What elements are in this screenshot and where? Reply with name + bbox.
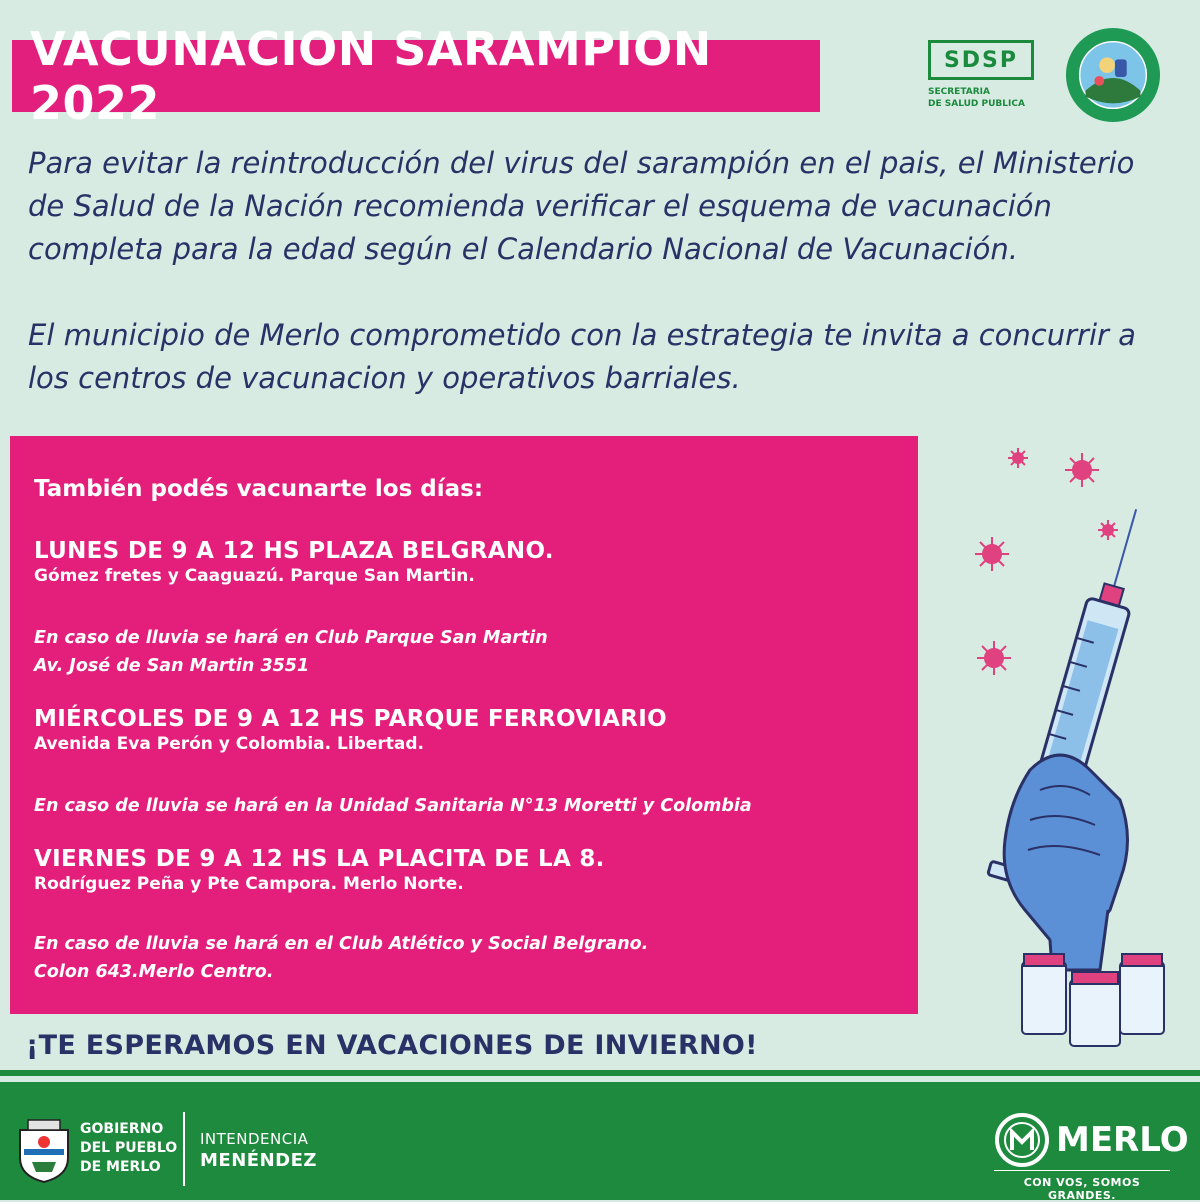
intendencia-label — [200, 1128, 317, 1172]
intro-paragraph-2: El municipio de Merlo comprometido con la estrategia te invita a concurrir a los centros de vacunacion y operativos barriales. — [28, 318, 1136, 395]
intendencia-line: INTENDENCIA — [200, 1130, 309, 1148]
rain-note-monday — [34, 624, 548, 680]
schedule-day-friday — [34, 846, 605, 894]
page-title: VACUNACION SARAMPION 2022 — [30, 22, 712, 130]
primary-care-seal-icon — [1064, 26, 1162, 124]
virus-icon — [1008, 448, 1028, 468]
sdsp-acronym: SDSP — [928, 40, 1034, 80]
gob-line: GOBIERNO — [80, 1121, 164, 1137]
day-address: Rodríguez Peña y Pte Campora. Merlo Norte. — [34, 874, 464, 894]
gob-line: DE MERLO — [80, 1159, 161, 1175]
vaccine-syringe-illustration — [930, 440, 1190, 1050]
intro-text — [28, 142, 1178, 443]
virus-icon — [1065, 453, 1099, 487]
rain-line: En caso de lluvia se hará en el Club Atlético y Social Belgrano. — [34, 934, 649, 954]
footer-separator — [183, 1112, 185, 1186]
day-address: Gómez fretes y Caaguazú. Parque San Martin. — [34, 566, 475, 586]
rain-line: En caso de lluvia se hará en Club Parque San Martin — [34, 628, 548, 648]
virus-icon — [1098, 520, 1118, 540]
sdsp-logo — [928, 40, 1038, 110]
day-title: VIERNES DE 9 A 12 HS LA PLACITA DE LA 8. — [34, 846, 605, 872]
footer — [0, 1082, 1200, 1200]
footer-divider — [0, 1070, 1200, 1076]
sdsp-line1: SECRETARIA — [928, 87, 990, 97]
schedule-panel — [10, 436, 918, 1014]
sdsp-line2: DE SALUD PUBLICA — [928, 99, 1025, 109]
merlo-logo-icon — [994, 1112, 1050, 1168]
gobierno-label — [80, 1120, 177, 1177]
closing-message: ¡TE ESPERAMOS EN VACACIONES DE INVIERNO! — [26, 1030, 758, 1061]
schedule-intro: También podés vacunarte los días: — [34, 476, 484, 502]
virus-icon — [975, 537, 1009, 571]
rain-line: En caso de lluvia se hará en la Unidad Sanitaria N°13 Moretti y Colombia — [34, 796, 752, 816]
day-title: MIÉRCOLES DE 9 A 12 HS PARQUE FERROVIARIO — [34, 706, 667, 732]
gob-line: DEL PUEBLO — [80, 1140, 178, 1156]
schedule-day-monday — [34, 538, 554, 586]
intro-paragraph-1: Para evitar la reintroducción del virus del sarampión en el pais, el Ministerio de Salud de la Nación recomienda verificar el esquema de vacunación completa para la edad según el Calendario Nacional de Vacunación. — [28, 146, 1135, 266]
title-banner — [12, 22, 820, 130]
merlo-slogan: CON VOS, SOMOS GRANDES. — [994, 1170, 1170, 1202]
rain-note-friday — [34, 930, 648, 986]
menendez-line: MENÉNDEZ — [200, 1150, 317, 1171]
rain-note-wednesday — [34, 792, 752, 820]
schedule-day-wednesday — [34, 706, 667, 754]
merlo-wordmark: MERLO — [1056, 1120, 1189, 1160]
merlo-crest-icon — [14, 1118, 74, 1184]
virus-icon — [977, 641, 1011, 675]
rain-line: Av. José de San Martin 3551 — [34, 656, 310, 676]
day-title: LUNES DE 9 A 12 HS PLAZA BELGRANO. — [34, 538, 554, 564]
day-address: Avenida Eva Perón y Colombia. Libertad. — [34, 734, 424, 754]
rain-line: Colon 643.Merlo Centro. — [34, 962, 274, 982]
